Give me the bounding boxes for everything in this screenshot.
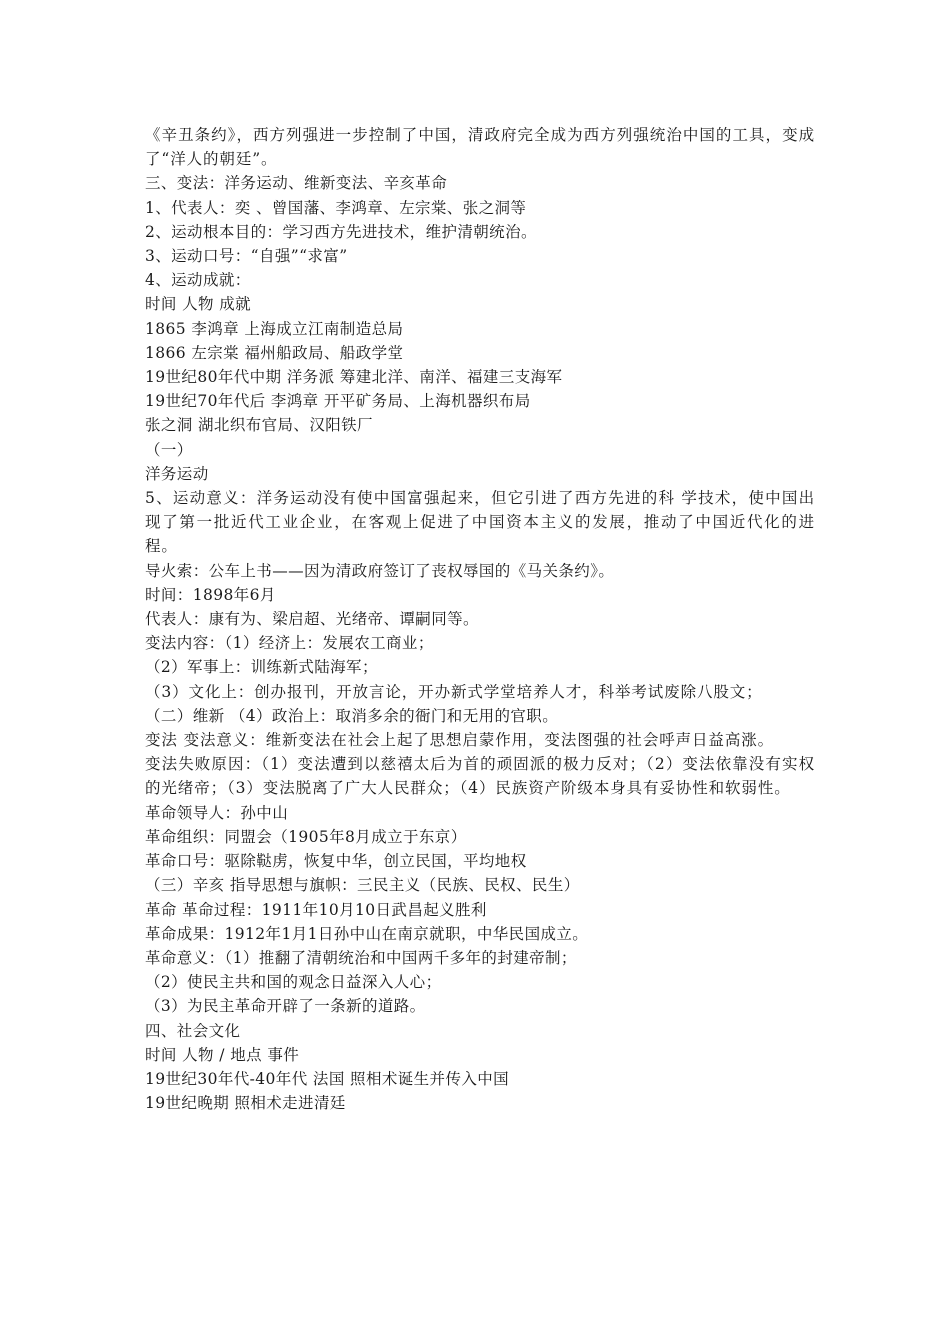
text-line: 变法 变法意义：维新变法在社会上起了思想启蒙作用，变法图强的社会呼声日益高涨。 (145, 731, 775, 750)
text-line: 变法内容：（1）经济上：发展农工商业； (145, 634, 434, 653)
text-line: 变法失败原因：（1）变法遭到以慈禧太后为首的顽固派的极力反对；（2）变法依靠没有实权的光绪帝；（3）变法脱离了广大人民群众；（4）民族资产阶级本身具有妥协性和软弱性。 (145, 755, 815, 798)
text-line: 洋务运动 (145, 464, 209, 483)
text-line: 革命组织：同盟会（1905年8月成立于东京） (145, 827, 467, 846)
text-line: 时间 人物 / 地点 事件 (145, 1045, 300, 1064)
text-line: 2、运动根本目的：学习西方先进技术，维护清朝统治。 (145, 222, 537, 241)
text-line: 时间：1898年6月 (145, 585, 276, 604)
text-line: 四、社会文化 (145, 1021, 241, 1040)
text-line: 革命 革命过程：1911年10月10日武昌起义胜利 (145, 900, 487, 919)
text-line: 三、变法：洋务运动、维新变法、辛亥革命 (145, 174, 448, 193)
text-line: 张之洞 湖北织布官局、汉阳铁厂 (145, 416, 373, 435)
text-line: （2）使民主共和国的观念日益深入人心； (145, 973, 442, 992)
text-line: （一） (145, 440, 193, 459)
text-line: （2）军事上：训练新式陆海军； (145, 658, 378, 677)
text-line: 1865 李鸿章 上海成立江南制造总局 (145, 319, 404, 338)
text-line: （3）为民主革命开辟了一条新的道路。 (145, 997, 426, 1016)
text-line: 革命意义：（1）推翻了清朝统治和中国两千多年的封建帝制； (145, 948, 577, 967)
text-line: 5、运动意义：洋务运动没有使中国富强起来，但它引进了西方先进的科 学技术，使中国出现了第一批近代工业企业，在客观上促进了中国资本主义的发展，推动了中国近代化的进程。 (145, 489, 815, 556)
text-line: 19世纪80年代中期 洋务派 筹建北洋、南洋、福建三支海军 (145, 368, 563, 387)
text-line: 4、运动成就： (145, 271, 251, 290)
text-line: 1866 左宗棠 福州船政局、船政学堂 (145, 343, 404, 362)
text-line: 19世纪30年代-40年代 法国 照相术诞生并传入中国 (145, 1069, 510, 1088)
text-line: （三）辛亥 指导思想与旗帜：三民主义（民族、民权、民生） (145, 876, 580, 895)
text-line: （二）维新 （4）政治上：取消多余的衙门和无用的官职。 (145, 706, 559, 725)
text-line: 1、代表人：奕 、曾国藩、李鸿章、左宗棠、张之洞等 (145, 198, 527, 217)
text-line: 时间 人物 成就 (145, 295, 252, 314)
text-line: 革命成果：1912年1月1日孙中山在南京就职，中华民国成立。 (145, 924, 589, 943)
text-line: （3）文化上：创办报刊，开放言论，开办新式学堂培养人才，科举考试废除八股文； (145, 682, 763, 701)
text-line: 19世纪晚期 照相术走进清廷 (145, 1094, 346, 1113)
document-body (145, 123, 815, 1115)
text-line: 《辛丑条约》，西方列强进一步控制了中国，清政府完全成为西方列强统治中国的工具，变成了“洋人的朝廷”。 (145, 126, 815, 169)
text-line: 导火索：公车上书——因为清政府签订了丧权辱国的《马关条约》。 (145, 561, 615, 580)
text-line: 代表人：康有为、梁启超、光绪帝、谭嗣同等。 (145, 610, 479, 629)
text-line: 革命口号：驱除鞑虏，恢复中华，创立民国，平均地权 (145, 852, 527, 871)
text-line: 革命领导人：孙中山 (145, 803, 289, 822)
text-line: 3、运动口号：“自强”“求富” (145, 247, 348, 266)
text-line: 19世纪70年代后 李鸿章 开平矿务局、上海机器织布局 (145, 392, 531, 411)
